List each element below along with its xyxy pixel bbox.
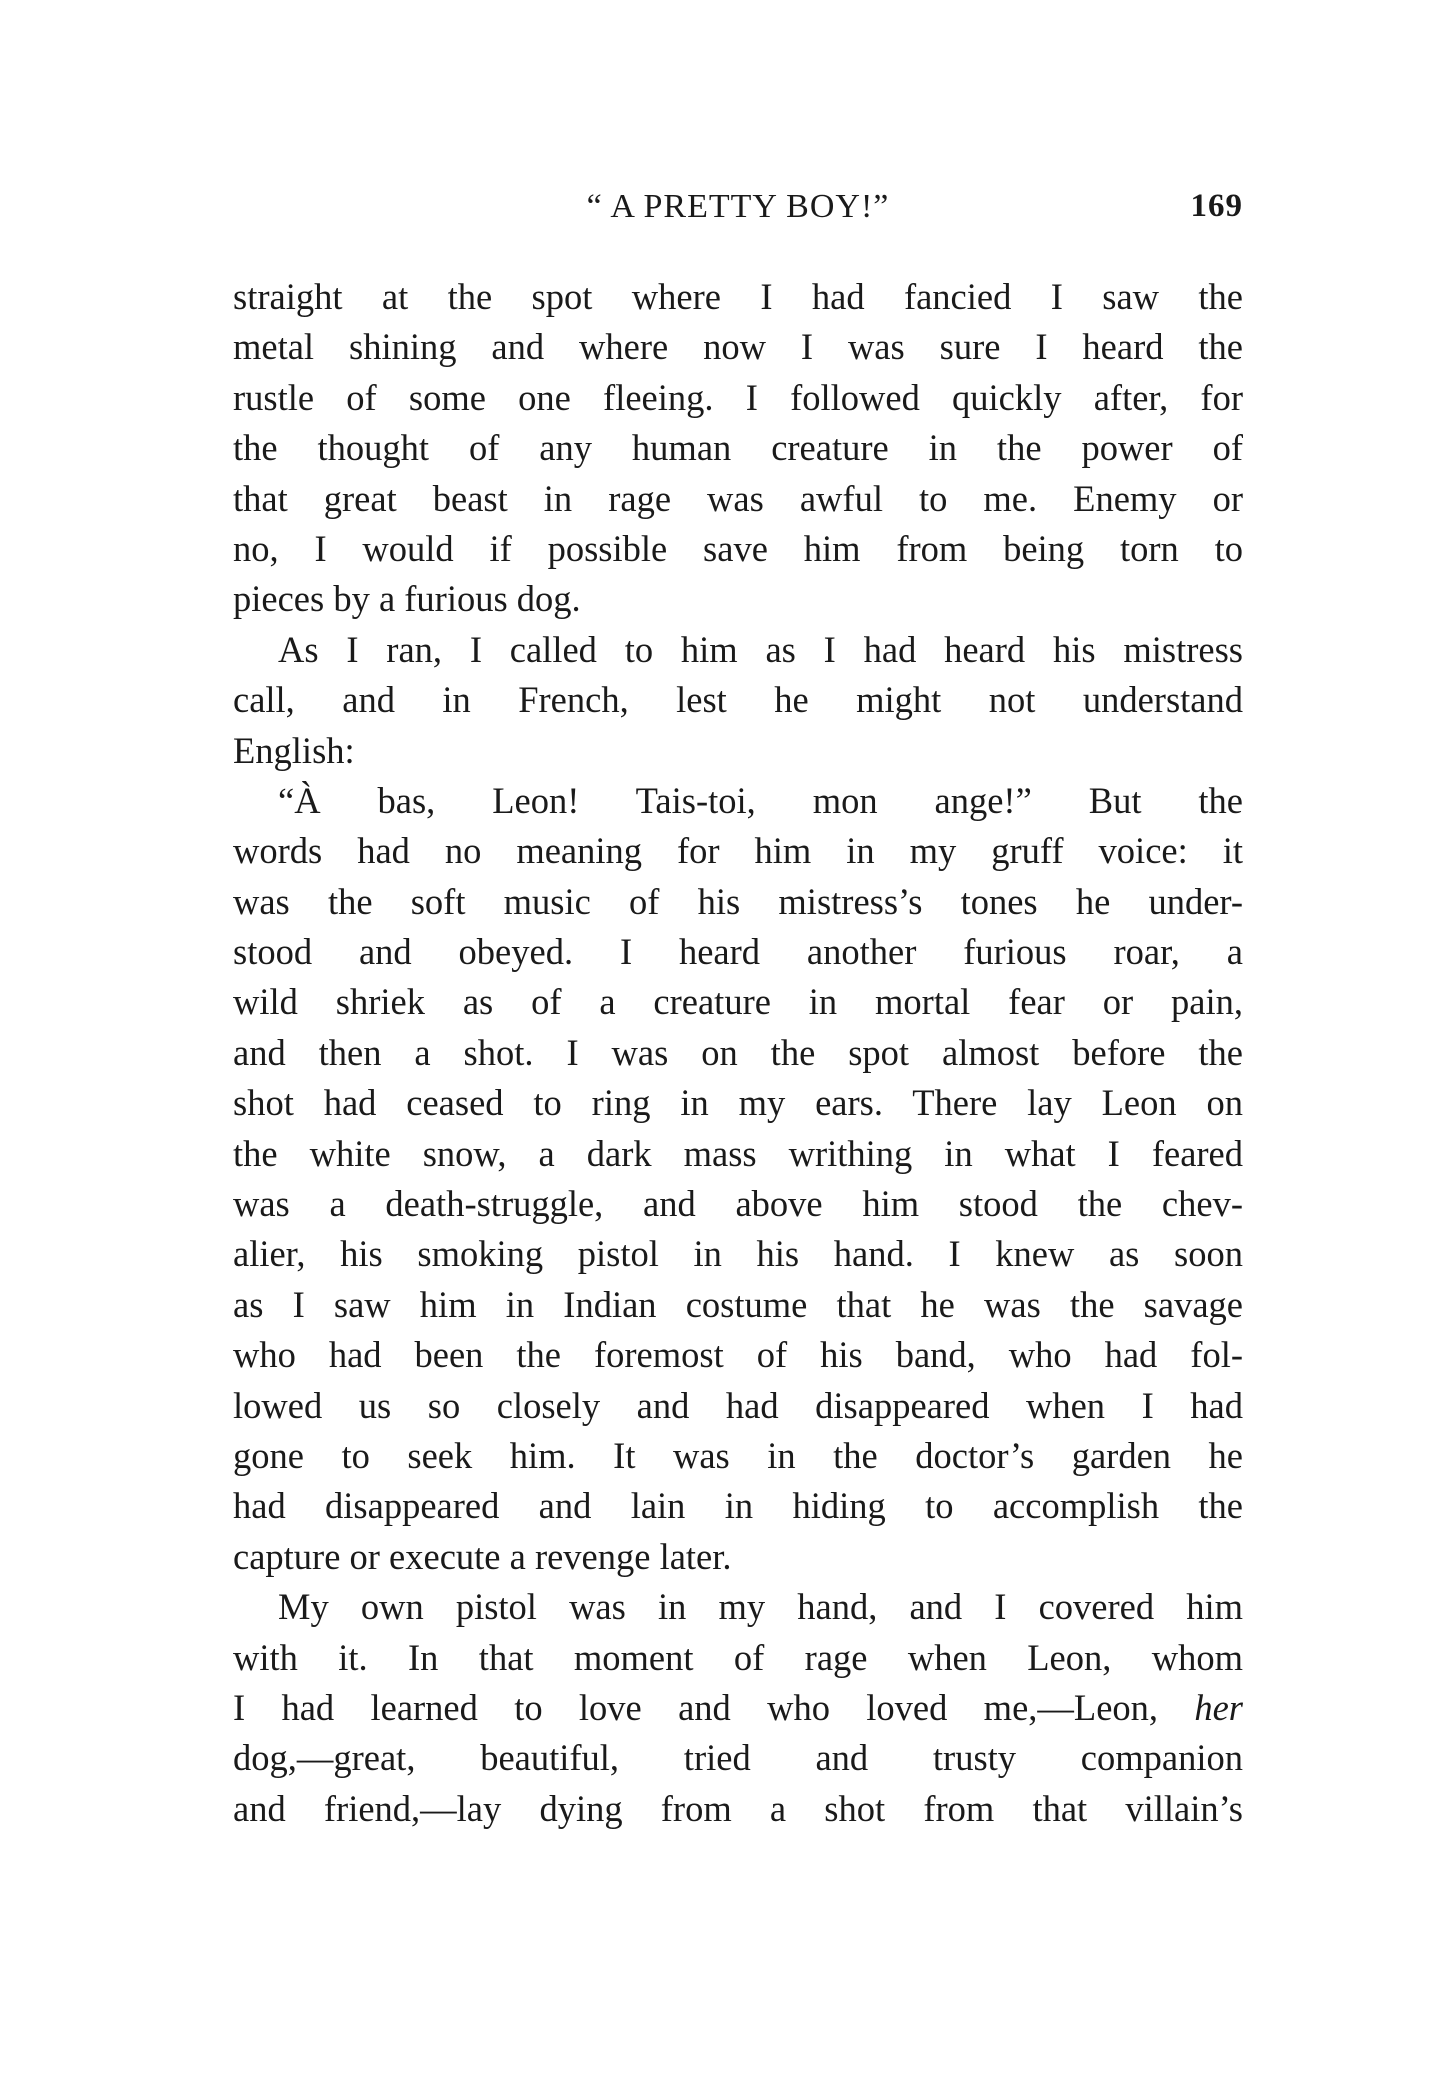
running-title: “ A PRETTY BOY!” xyxy=(586,188,890,225)
text-line: no, I would if possible save him from being torn to xyxy=(233,527,1243,569)
text-segment: I had learned to love and who loved me,—Leon, xyxy=(233,1686,1195,1728)
text-line: rustle of some one fleeing. I followed quickly after, for xyxy=(233,376,1243,418)
text-line-with-italic xyxy=(233,1683,1243,1733)
text-line: that great beast in rage was awful to me. Enemy or xyxy=(233,477,1243,519)
text-line: who had been the foremost of his band, who had fol- xyxy=(233,1334,1243,1376)
text-line: capture or execute a revenge later. xyxy=(233,1535,732,1577)
text-line: English: xyxy=(233,729,355,771)
paragraph-1 xyxy=(233,272,1243,625)
page-header xyxy=(233,188,1243,238)
text-line: pieces by a furious dog. xyxy=(233,578,581,620)
text-line: As I ran, I called to him as I had heard his mistress xyxy=(278,628,1243,670)
text-line: call, and in French, lest he might not understand xyxy=(233,679,1243,721)
text-line: the white snow, a dark mass writhing in what I feared xyxy=(233,1132,1243,1174)
text-line: with it. In that moment of rage when Leon, whom xyxy=(233,1636,1243,1678)
text-line: the thought of any human creature in the power of xyxy=(233,427,1243,469)
text-line: and friend,—lay dying from a shot from that villain’s xyxy=(233,1787,1243,1829)
text-line: “À bas, Leon! Tais-toi, mon ange!” But the xyxy=(278,779,1243,821)
text-line: My own pistol was in my hand, and I covered him xyxy=(278,1586,1243,1628)
text-line: stood and obeyed. I heard another furious roar, a xyxy=(233,931,1243,973)
paragraph-4 xyxy=(233,1582,1243,1834)
text-line: words had no meaning for him in my gruff voice: it xyxy=(233,830,1243,872)
text-line: and then a shot. I was on the spot almost before the xyxy=(233,1031,1243,1073)
italic-word: her xyxy=(1194,1686,1243,1728)
text-line: metal shining and where now I was sure I heard the xyxy=(233,326,1243,368)
text-line: straight at the spot where I had fancied I saw the xyxy=(233,276,1243,317)
page-number: 169 xyxy=(1190,188,1243,224)
text-line: was the soft music of his mistress’s tones he under- xyxy=(233,880,1243,922)
paragraph-2 xyxy=(233,625,1243,776)
text-line: had disappeared and lain in hiding to accomplish the xyxy=(233,1485,1243,1527)
body-text xyxy=(233,272,1243,1834)
text-line: wild shriek as of a creature in mortal fear or pain, xyxy=(233,981,1243,1023)
text-line: shot had ceased to ring in my ears. There lay Leon on xyxy=(233,1082,1243,1124)
text-line: alier, his smoking pistol in his hand. I knew as soon xyxy=(233,1233,1243,1275)
text-line: dog,—great, beautiful, tried and trusty companion xyxy=(233,1737,1243,1779)
text-line: lowed us so closely and had disappeared when I had xyxy=(233,1384,1243,1426)
paragraph-3 xyxy=(233,776,1243,1582)
text-line: was a death-struggle, and above him stood the chev- xyxy=(233,1183,1243,1225)
text-line: as I saw him in Indian costume that he was the savage xyxy=(233,1283,1243,1325)
text-line: gone to seek him. It was in the doctor’s garden he xyxy=(233,1434,1243,1476)
